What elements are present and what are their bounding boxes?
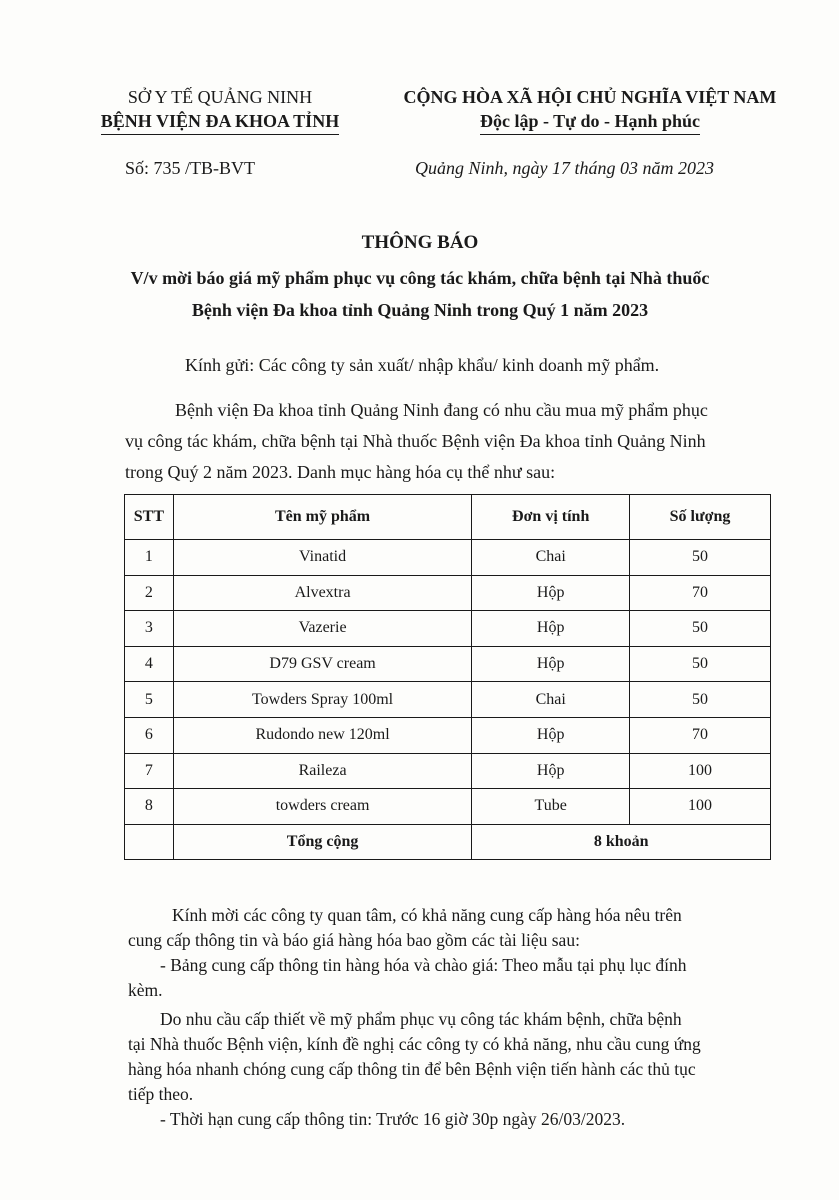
cell-quantity: 70 (630, 717, 771, 753)
cell-stt: 3 (125, 611, 174, 647)
body-p2-line-1: - Bảng cung cấp thông tin hàng hóa và chào giá: Theo mẫu tại phụ lục đính (160, 955, 687, 975)
cell-stt: 4 (125, 646, 174, 682)
agency-name: SỞ Y TẾ QUẢNG NINH (127, 87, 313, 107)
table-row (125, 646, 771, 682)
cell-unit: Hộp (472, 611, 630, 647)
total-value: 8 khoản (472, 824, 771, 860)
cell-quantity: 50 (630, 682, 771, 718)
date-line: Quảng Ninh, ngày 17 tháng 03 năm 2023 (415, 158, 714, 178)
table-row (125, 717, 771, 753)
header-unit: Đơn vị tính (472, 495, 630, 540)
table-row (125, 575, 771, 611)
cell-product-name: towders cream (173, 789, 472, 825)
document-number: Số: 735 /TB-BVT (125, 158, 256, 178)
items-table (124, 494, 771, 860)
subtitle-line-1: V/v mời báo giá mỹ phẩm phục vụ công tác khám, chữa bệnh tại Nhà thuốc (130, 268, 710, 288)
cell-quantity: 70 (630, 575, 771, 611)
cell-quantity: 50 (630, 540, 771, 576)
cell-quantity: 50 (630, 646, 771, 682)
intro-line-3: trong Quý 2 năm 2023. Danh mục hàng hóa cụ thể như sau: (125, 462, 556, 482)
subtitle-line-2: Bệnh viện Đa khoa tỉnh Quảng Ninh trong Quý 1 năm 2023 (191, 300, 649, 320)
body-p3-line-3: hàng hóa nhanh chóng cung cấp thông tin để bên Bệnh viện tiến hành các thủ tục (128, 1059, 696, 1079)
header-stt: STT (125, 495, 174, 540)
table-row (125, 611, 771, 647)
cell-unit: Hộp (472, 646, 630, 682)
cell-unit: Tube (472, 789, 630, 825)
cell-unit: Chai (472, 540, 630, 576)
cell-product-name: Rudondo new 120ml (173, 717, 472, 753)
total-label: Tổng cộng (173, 824, 472, 860)
intro-line-1: Bệnh viện Đa khoa tỉnh Quảng Ninh đang có nhu cầu mua mỹ phẩm phục (175, 400, 708, 420)
body-p2-line-2: kèm. (128, 980, 163, 1000)
body-p3-line-4: tiếp theo. (128, 1084, 194, 1104)
body-p3-line-1: Do nhu cầu cấp thiết về mỹ phẩm phục vụ công tác khám bệnh, chữa bệnh (160, 1009, 682, 1029)
cell-stt: 5 (125, 682, 174, 718)
cell-unit: Chai (472, 682, 630, 718)
cell-product-name: Raileza (173, 753, 472, 789)
cell-stt: 8 (125, 789, 174, 825)
header-product-name: Tên mỹ phẩm (173, 495, 472, 540)
body-p1-line-1: Kính mời các công ty quan tâm, có khả năng cung cấp hàng hóa nêu trên (172, 905, 682, 925)
cell-stt: 7 (125, 753, 174, 789)
table-row (125, 540, 771, 576)
cell-empty (125, 824, 174, 860)
table-header-row (125, 495, 771, 540)
cell-quantity: 100 (630, 753, 771, 789)
table-total-row (125, 824, 771, 860)
issuer-block (70, 85, 370, 135)
cell-stt: 2 (125, 575, 174, 611)
cell-quantity: 50 (630, 611, 771, 647)
cell-unit: Hộp (472, 717, 630, 753)
cell-product-name: Alvextra (173, 575, 472, 611)
recipient-line: Kính gửi: Các công ty sản xuất/ nhập khẩu/ kinh doanh mỹ phẩm. (185, 355, 660, 375)
cell-product-name: Vazerie (173, 611, 472, 647)
body-p4-deadline: - Thời hạn cung cấp thông tin: Trước 16 giờ 30p ngày 26/03/2023. (160, 1109, 626, 1129)
table-row (125, 753, 771, 789)
document-title: THÔNG BÁO (361, 232, 479, 253)
cell-quantity: 100 (630, 789, 771, 825)
cell-product-name: D79 GSV cream (173, 646, 472, 682)
intro-line-2: vụ công tác khám, chữa bệnh tại Nhà thuốc Bệnh viện Đa khoa tỉnh Quảng Ninh (125, 431, 706, 451)
country-name: CỘNG HÒA XÃ HỘI CHỦ NGHĨA VIỆT NAM (403, 87, 777, 107)
cell-stt: 6 (125, 717, 174, 753)
header-quantity: Số lượng (630, 495, 771, 540)
national-header (380, 85, 800, 135)
cell-product-name: Towders Spray 100ml (173, 682, 472, 718)
national-motto: Độc lập - Tự do - Hạnh phúc (480, 109, 700, 135)
cell-stt: 1 (125, 540, 174, 576)
cell-product-name: Vinatid (173, 540, 472, 576)
table-row (125, 789, 771, 825)
cell-unit: Hộp (472, 575, 630, 611)
body-p3-line-2: tại Nhà thuốc Bệnh viện, kính đề nghị các công ty có khả năng, nhu cầu cung ứng (128, 1034, 701, 1054)
body-p1-line-2: cung cấp thông tin và báo giá hàng hóa bao gồm các tài liệu sau: (128, 930, 580, 950)
hospital-name: BỆNH VIỆN ĐA KHOA TỈNH (101, 109, 339, 135)
cell-unit: Hộp (472, 753, 630, 789)
table-row (125, 682, 771, 718)
